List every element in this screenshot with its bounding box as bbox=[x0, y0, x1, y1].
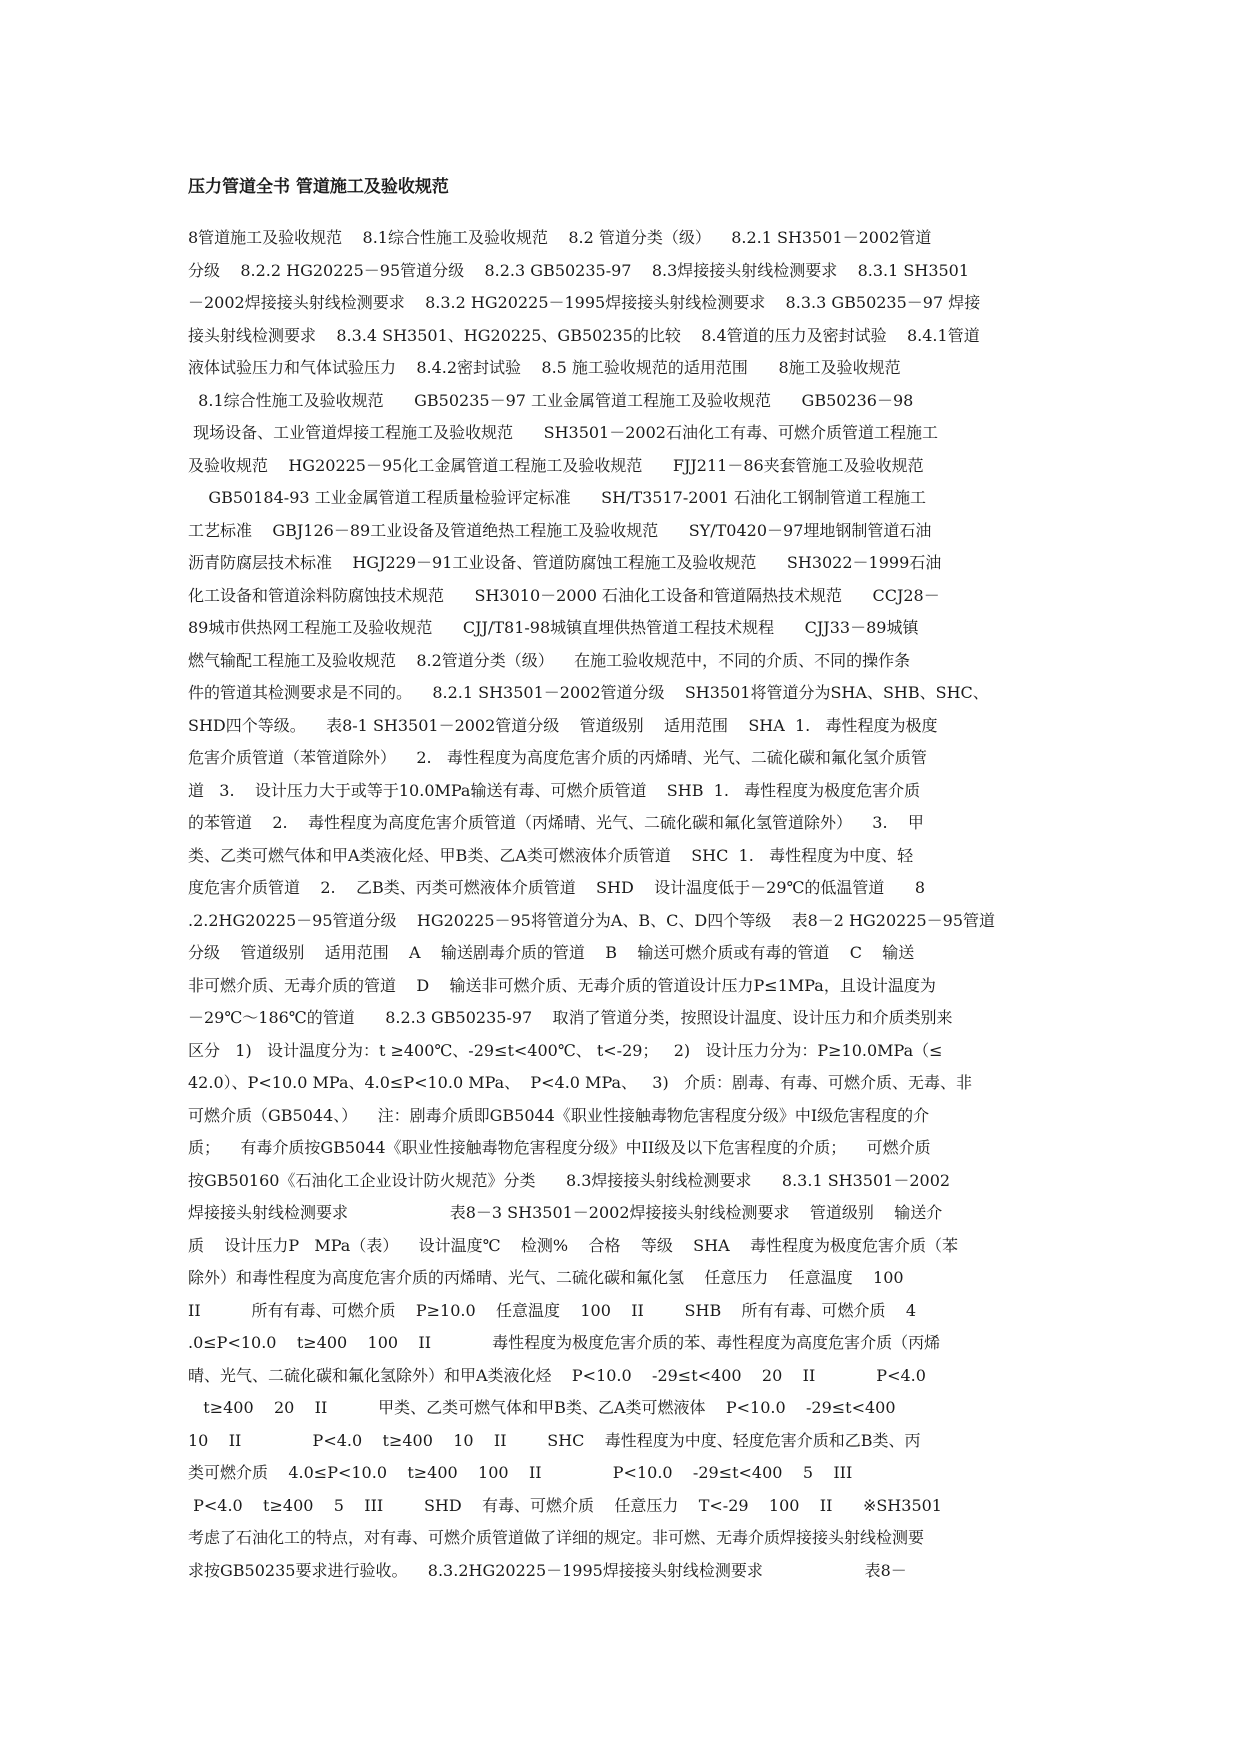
body-text-line: GB50184-93 工业金属管道工程质量检验评定标准 SH/T3517-2001 石油化工钢制管道工程施工 bbox=[188, 488, 927, 507]
body-text-line: 度危害介质管道 2. 乙B类、丙类可燃液体介质管道 SHD 设计温度低于－29℃的低温管道 8 bbox=[188, 878, 926, 897]
body-text-line: 考虑了石油化工的特点，对有毒、可燃介质管道做了详细的规定。非可燃、无毒介质焊接接头射线检测要 bbox=[188, 1528, 925, 1547]
body-text-line: 燃气输配工程施工及验收规范 8.2管道分类（级） 在施工验收规范中，不同的介质、不同的操作条 bbox=[188, 650, 911, 670]
body-text-line: 89城市供热网工程施工及验收规范 CJJ/T81-98城镇直埋供热管道工程技术规程 CJJ33－89城镇 bbox=[188, 618, 919, 637]
body-text-line: －2002焊接接头射线检测要求 8.3.2 HG20225－1995焊接接头射线检测要求 8.3.3 GB50235－97 焊接 bbox=[188, 293, 981, 312]
body-text-line: 液体试验压力和气体试验压力 8.4.2密封试验 8.5 施工验收规范的适用范围 8施工及验收规范 bbox=[188, 358, 901, 377]
body-text-line: 及验收规范 HG20225－95化工金属管道工程施工及验收规范 FJJ211－86夹套管施工及验收规范 bbox=[188, 455, 924, 475]
body-text-line: SHD四个等级。 表8-1 SH3501－2002管道分级 管道级别 适用范围 SHA 1. 毒性程度为极度 bbox=[188, 715, 938, 735]
body-text-line: 危害介质管道（苯管道除外） 2. 毒性程度为高度危害介质的丙烯晴、光气、二硫化碳和氟化氢介质管 bbox=[188, 748, 927, 767]
body-text-line: 的苯管道 2. 毒性程度为高度危害介质管道（丙烯晴、光气、二硫化碳和氟化氢管道除外） 3. 甲 bbox=[188, 813, 924, 832]
body-text-line: 8.1综合性施工及验收规范 GB50235－97 工业金属管道工程施工及验收规范 GB50236－98 bbox=[188, 390, 914, 410]
body-text-line: P<4.0 t≥400 5 III SHD 有毒、可燃介质 任意压力 T<-29 100 II ※SH3501 bbox=[188, 1495, 942, 1515]
body-text-line: 分级 8.2.2 HG20225－95管道分级 8.2.3 GB50235-97 8.3焊接接头射线检测要求 8.3.1 SH3501 bbox=[188, 260, 970, 280]
body-text-line: 焊接接头射线检测要求 表8－3 SH3501－2002焊接接头射线检测要求 管道级别 输送介 bbox=[188, 1203, 943, 1222]
body-text-line: 10 II P<4.0 t≥400 10 II SHC 毒性程度为中度、轻度危害介质和乙B类、丙 bbox=[188, 1430, 921, 1450]
body-text-line: 工艺标准 GBJ126－89工业设备及管道绝热工程施工及验收规范 SY/T0420－97埋地钢制管道石油 bbox=[188, 520, 932, 540]
body-text-line: 区分 1) 设计温度分为：t ≥400℃、-29≤t<400℃、 t<-29； 2) 设计压力分为：P≥10.0MPa（≤ bbox=[188, 1040, 943, 1060]
body-text-line: .0≤P<10.0 t≥400 100 II 毒性程度为极度危害介质的苯、毒性程度为高度危害介质（丙烯 bbox=[188, 1333, 941, 1352]
body-text-line: 42.0）、P<10.0 MPa、4.0≤P<10.0 MPa、 P<4.0 MPa、 3) 介质：剧毒、有毒、可燃介质、无毒、非 bbox=[188, 1073, 972, 1092]
body-text-line: 质； 有毒介质按GB5044《职业性接触毒物危害程度分级》中II级及以下危害程度的介质； 可燃介质 bbox=[188, 1138, 931, 1157]
body-text-line: －29℃～186℃的管道 8.2.3 GB50235-97 取消了管道分类，按照设计温度、设计压力和介质类别来 bbox=[188, 1008, 953, 1027]
body-text-line: t≥400 20 II 甲类、乙类可燃气体和甲B类、乙A类可燃液体 P<10.0 -29≤t<400 bbox=[188, 1398, 896, 1417]
body-text-line: 按GB50160《石油化工企业设计防火规范》分类 8.3焊接接头射线检测要求 8.3.1 SH3501－2002 bbox=[188, 1170, 951, 1190]
body-text-line: 沥青防腐层技术标准 HGJ229－91工业设备、管道防腐蚀工程施工及验收规范 SH3022－1999石油 bbox=[188, 553, 942, 572]
body-text-line: II 所有有毒、可燃介质 P≥10.0 任意温度 100 II SHB 所有有毒、可燃介质 4 bbox=[188, 1300, 917, 1320]
body-text-line: 道 3. 设计压力大于或等于10.0MPa输送有毒、可燃介质管道 SHB 1. 毒性程度为极度危害介质 bbox=[188, 780, 921, 800]
body-text-line: 可燃介质（GB5044、） 注：剧毒介质即GB5044《职业性接触毒物危害程度分级》中I级危害程度的介 bbox=[188, 1105, 930, 1125]
body-text-line: .2.2HG20225－95管道分级 HG20225－95将管道分为A、B、C、D四个等级 表8－2 HG20225－95管道 bbox=[188, 910, 996, 930]
body-text-line: 化工设备和管道涂料防腐蚀技术规范 SH3010－2000 石油化工设备和管道隔热技术规范 CCJ28－ bbox=[188, 585, 940, 605]
body-text-line: 现场设备、工业管道焊接工程施工及验收规范 SH3501－2002石油化工有毒、可燃介质管道工程施工 bbox=[188, 423, 938, 442]
body-text-line: 非可燃介质、无毒介质的管道 D 输送非可燃介质、无毒介质的管道设计压力P≤1MPa，且设计温度为 bbox=[188, 975, 936, 995]
body-text-line: 接头射线检测要求 8.3.4 SH3501、HG20225、GB50235的比较 8.4管道的压力及密封试验 8.4.1管道 bbox=[188, 325, 980, 345]
body-text-line: 件的管道其检测要求是不同的。 8.2.1 SH3501－2002管道分级 SH3501将管道分为SHA、SHB、SHC、 bbox=[188, 683, 989, 702]
body-text-line: 质 设计压力P MPa（表） 设计温度℃ 检测% 合格 等级 SHA 毒性程度为极度危害介质（苯 bbox=[188, 1235, 958, 1255]
body-text-line: 8管道施工及验收规范 8.1综合性施工及验收规范 8.2 管道分类（级） 8.2.1 SH3501－2002管道 bbox=[188, 228, 932, 247]
body-text-line: 分级 管道级别 适用范围 A 输送剧毒介质的管道 B 输送可燃介质或有毒的管道 C 输送 bbox=[188, 943, 915, 962]
document-body bbox=[188, 222, 1054, 1622]
body-text-line: 类、乙类可燃气体和甲A类液化烃、甲B类、乙A类可燃液体介质管道 SHC 1. 毒性程度为中度、轻 bbox=[188, 845, 914, 865]
body-text-line: 除外）和毒性程度为高度危害介质的丙烯晴、光气、二硫化碳和氟化氢 任意压力 任意温度 100 bbox=[188, 1268, 904, 1287]
document-title: 压力管道全书 管道施工及验收规范 bbox=[188, 177, 449, 197]
body-text-line: 晴、光气、二硫化碳和氟化氢除外）和甲A类液化烃 P<10.0 -29≤t<400 20 II P<4.0 bbox=[188, 1365, 926, 1385]
body-text-line: 类可燃介质 4.0≤P<10.0 t≥400 100 II P<10.0 -29≤t<400 5 III bbox=[188, 1463, 853, 1482]
body-text-line: 求按GB50235要求进行验收。 8.3.2HG20225－1995焊接接头射线检测要求 表8－ bbox=[188, 1560, 907, 1580]
